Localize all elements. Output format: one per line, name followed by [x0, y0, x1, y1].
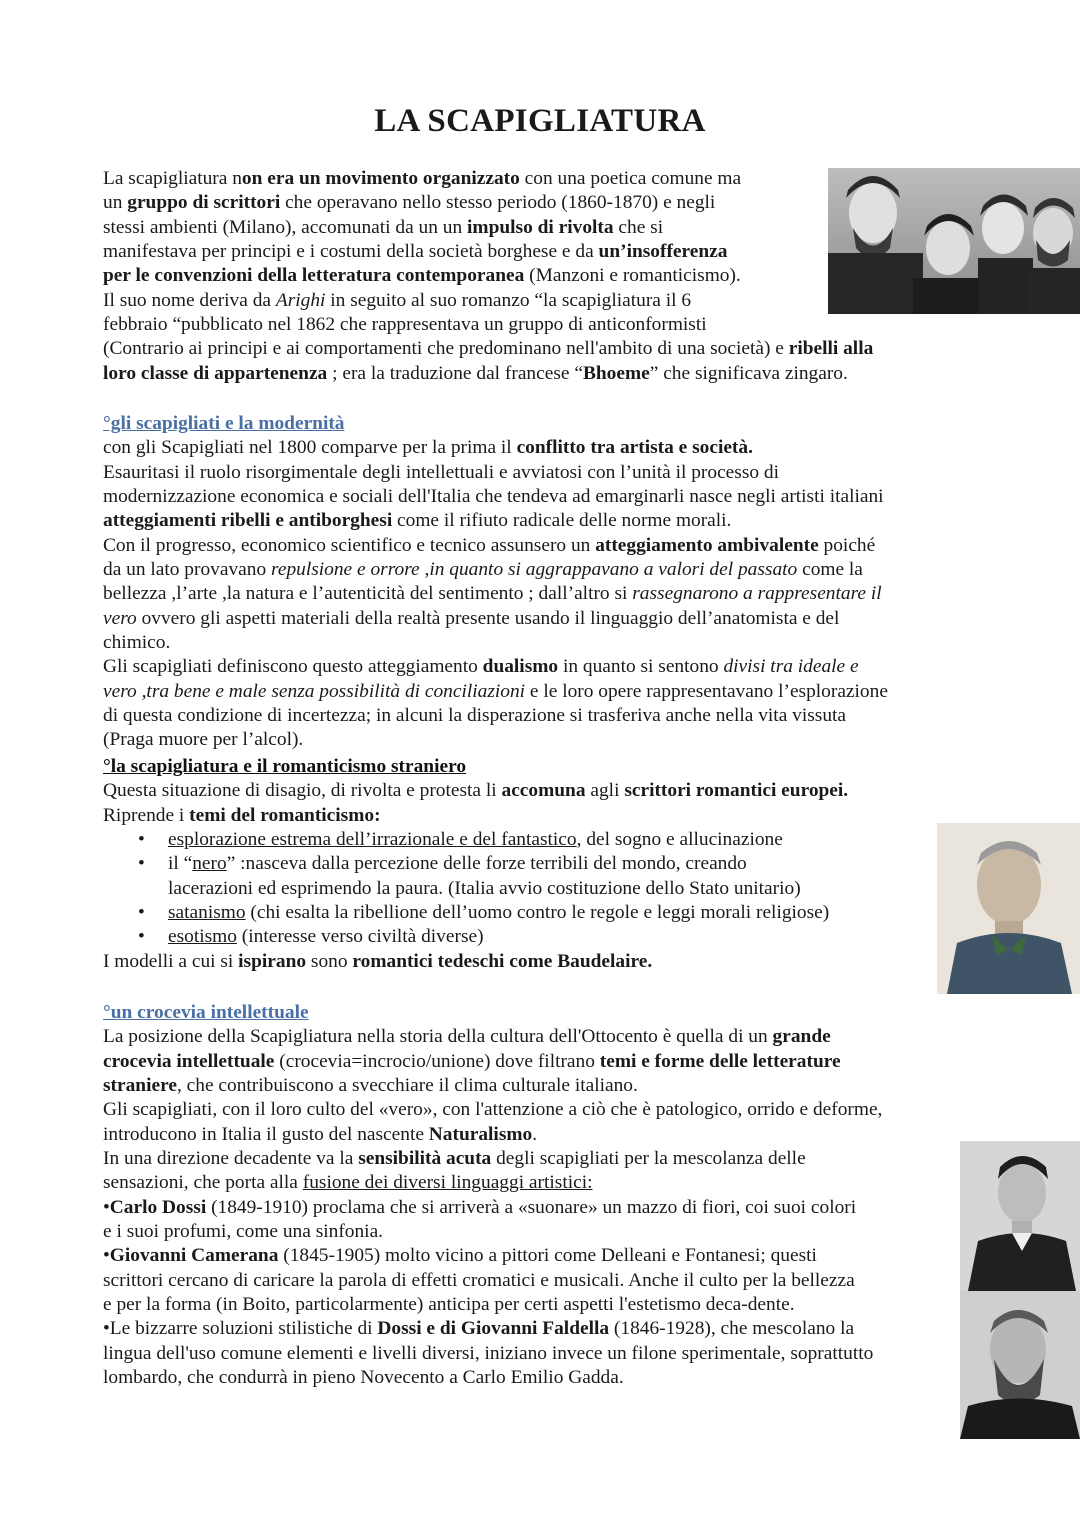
intro-paragraph: La scapigliatura non era un movimento organizzato con una poetica comune ma un gruppo di scrittori che operavano nello stesso periodo (1860-1870) e negli stessi ambienti (Milano), accomunati da un un impulso di rivolta che si manifestava per principi e i costumi della società borghese e da un’insofferenza per le convenzioni della letteratura contemporanea (Manzoni e romanticismo). Il suo nome deriva da Arighi in seguito al suo romanzo “la scapigliatura il 6 febbraio “pubblicato nel 1862 che rappresentava un gruppo di anticonformisti (Contrario ai principi e ai comportamenti che predominano nell'ambito di una società) e ribelli alla loro classe di appartenenza ; era la traduzione dal francese “Bhoeme” che significava zingaro. [103, 168, 874, 384]
section-romanticismo: °la scapigliatura e il romanticismo straniero Questa situazione di disagio, di rivolta e protesta li accomuna agli scrittori romantici europei. Riprende i temi del romanticismo: • esplorazione estrema dell’irrazionale e del fantastico, del sogno e allucinazione • il “nero” :nasceva dalla percezione delle forze terribili del mondo, creando lacerazioni ed esprimendo la paura. (Italia avvio costituzione dello Stato unitario) • satanismo (chi esalta la ribellione dell’uomo contro le regole e leggi morali religiose) • esotismo (interesse verso civiltà diverse) I modelli a cui si ispirano sono romantici tedeschi come Baudelaire. [103, 755, 933, 974]
section-heading-romanticismo: °la scapigliatura e il romanticismo straniero [103, 756, 467, 777]
section-crocevia: °un crocevia intellettuale La posizione della Scapigliatura nella storia della cultura dell'Ottocento è quella di un grande crocevia intellettuale (crocevia=incrocio/unione) dove filtrano temi e forme delle letterature straniere, che contribuiscono a svecchiare il clima culturale italiano. Gli scapigliati, con il loro culto del «vero», con l'attenzione a ciò che è patologico, orrido e deforme, introducono in Italia il gusto del nascente Naturalismo. In una direzione decadente va la sensibilità acuta degli scapigliati per la mescolanza delle sensazioni, che porta alla fusione dei diversi linguaggi artistici: •Carlo Dossi (1849-1910) proclama che si arriverà a «suonare» un mazzo di fiori, coi suoi colori e i suoi profumi, come una sinfonia. •Giovanni Camerana (1845-1905) molto vicino a pittori come Delleani e Fontanesi; questi scrittori cercano di caricare la parola di effetti cromatici e musicali. Anche il culto per la bellezza e per la forma (in Boito, particolarmente) anticipa per certi aspetti l'estetismo deca-dente. •Le bizzarre soluzioni stilistiche di Dossi e di Giovanni Faldella (1846-1928), che mescolano la lingua dell'uso comune elementi e livelli diversi, iniziano invece un filone sperimentale, soprattutto lombardo, che condurrà in pieno Novecento a Carlo Emilio Gadda. [103, 1001, 973, 1391]
section-heading-crocevia: °un crocevia intellettuale [103, 1002, 309, 1023]
section-heading-modernita: °gli scapigliati e la modernità [103, 413, 345, 434]
list-item: • il “nero” :nasceva dalla percezione delle forze terribili del mondo, creando lacerazioni ed esprimendo la paura. (Italia avvio costituzione dello Stato unitario) [103, 852, 933, 901]
list-item: • esotismo (interesse verso civiltà diverse) [103, 925, 933, 949]
portrait-photo-bearded-man [960, 1291, 1080, 1439]
portrait-photo-young-man [960, 1141, 1080, 1291]
themes-list [103, 828, 933, 950]
section-modernita: °gli scapigliati e la modernità con gli Scapigliati nel 1800 comparve per la prima il conflitto tra artista e società. Esauritasi il ruolo risorgimentale degli intellettuali e avviatosi con l’unità il processo di modernizzazione economica e sociali dell'Italia che tendeva ad emarginarli nasce negli artisti italiani atteggiamenti ribelli e antiborghesi come il rifiuto radicale delle norme morali. Con il progresso, economico scientifico e tecnico assunsero un atteggiamento ambivalente poiché da un lato provavano repulsione e orrore ,in quanto si aggrappavano a valori del passato come la bellezza ,l’arte ,la natura e l’autenticità del sentimento ; dall’altro si rassegnarono a rappresentare il vero ovvero gli aspetti materiali della realtà presente usando il linguaggio dell’anatomista e del chimico. Gli scapigliati definiscono questo atteggiamento dualismo in quanto si sentono divisi tra ideale e vero ,tra bene e male senza possibilità di conciliazioni e le loro opere rappresentavano l’esplorazione di questa condizione di incertezza; in alcuni la disperazione si trasferiva anche nella vita vissuta (Praga muore per l’alcol). [103, 412, 1003, 753]
portrait-photo-baudelaire [937, 823, 1080, 994]
list-item: • esplorazione estrema dell’irrazionale e del fantastico, del sogno e allucinazione [103, 828, 933, 852]
list-item: • satanismo (chi esalta la ribellione dell’uomo contro le regole e leggi morali religiose) [103, 901, 933, 925]
page-title: LA SCAPIGLIATURA [374, 103, 706, 139]
